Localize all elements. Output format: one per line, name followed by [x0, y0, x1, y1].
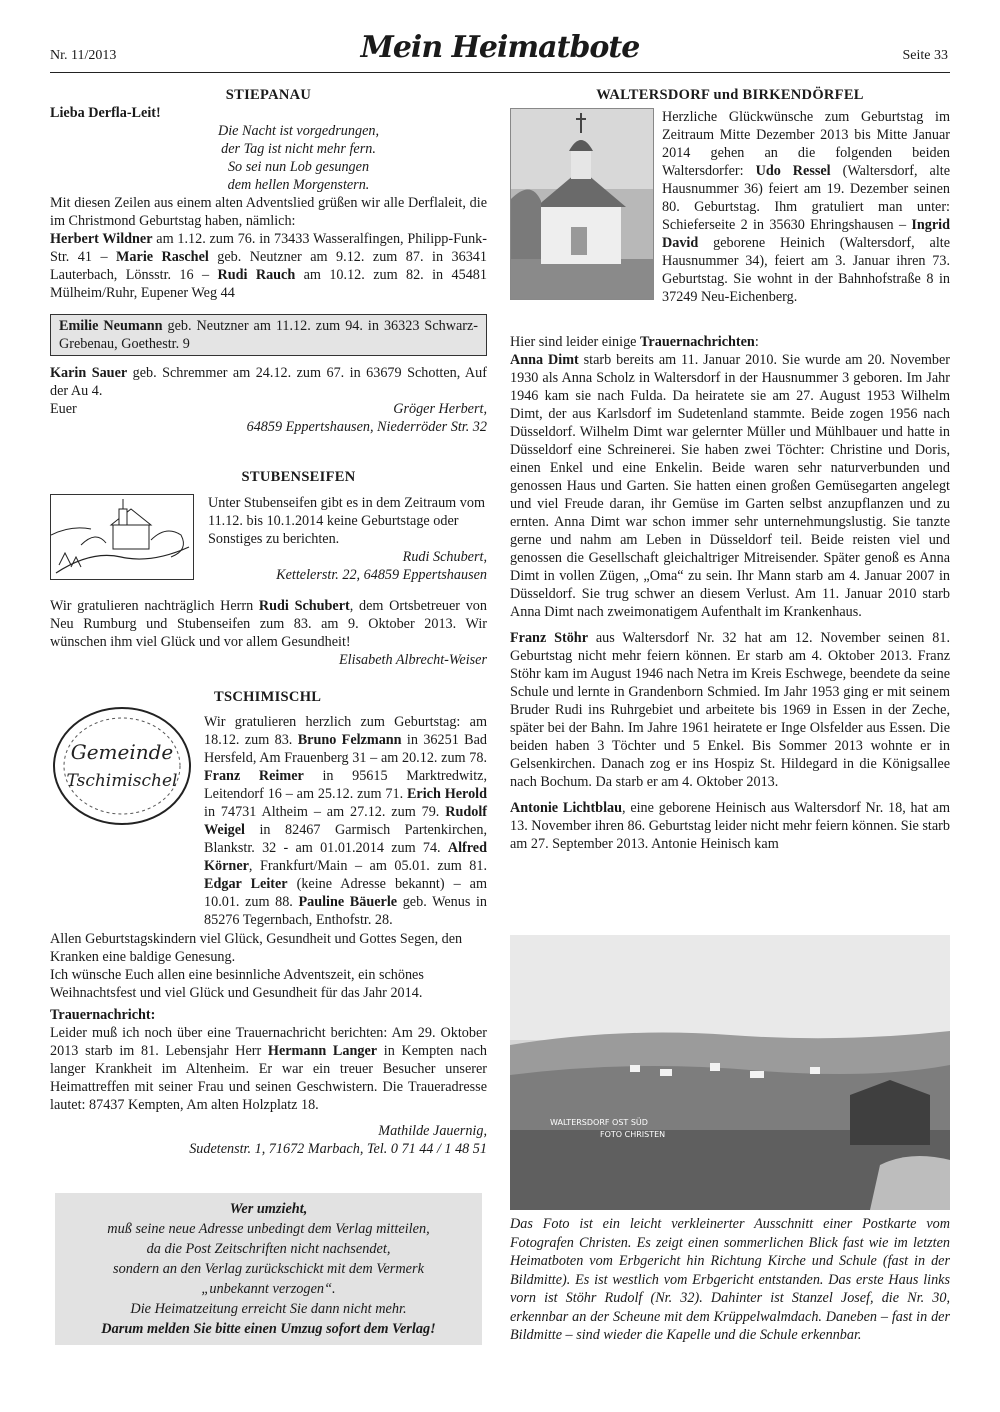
- intro-part: :: [754, 334, 759, 350]
- obituary-text: , eine geborene Heinisch aus Waltersdorf Nr. 18, hat am 13. November ihren 86. Geburtstag leider nicht mehr feiern können. Sie starb am 27. September 2013. Antonie Heinisch kam: [510, 800, 950, 852]
- wish-text: Ich wünsche Euch allen eine besinnliche Adventszeit, ein schönes Weihnachtsfest und viel Glück und Gesundheit für das Jahr 2014.: [50, 967, 424, 1001]
- obituary-antonie: [510, 799, 950, 853]
- intro-part: Herzliche Glückwünsche zum Geburtstag im Zeitraum Mitte Dezember 2013 bis Mitte Januar 2014 gehen an die folgenden beiden Waltersdorfer:: [662, 109, 950, 179]
- stiepanau-heading: STIEPANAU: [225, 87, 312, 103]
- notice-line: sondern an den Verlag zurückschickt mit dem Vermerk: [113, 1261, 424, 1277]
- church-sketch-image: [50, 494, 194, 580]
- birthday-text: geb. Neutzner am 11.12. zum 94. in 36323 Schwarz-Grebenau, Goethestr. 9: [59, 318, 478, 352]
- person-name: Bruno Felzmann: [297, 732, 402, 748]
- wish-text: Allen Geburtstagskindern viel Glück, Gesundheit und Gottes Segen, den Kranken eine baldige Genesung.: [50, 931, 463, 965]
- birthday-text: in 36251 Bad Hersfeld, Am Frauenberg 31 – am 20.12. zum 78.: [204, 732, 487, 766]
- person-name: Franz Stöhr: [510, 630, 588, 646]
- tschimischl-heading: TSCHIMISCHL: [214, 689, 322, 705]
- section-waltersdorf: [510, 86, 950, 104]
- intro-part: (Waltersdorf, alte Hausnummer 36) feiert am 19. Dezember seinen 80. Geburtstag. Ihm gratuliert man unter: Schieferseite 2 in 35630 Ehringshausen –: [662, 163, 950, 233]
- notice-box: [55, 1193, 482, 1345]
- tschimischl-wishes: [50, 930, 487, 1002]
- person-name: Rudi Schubert: [258, 598, 350, 614]
- waltersdorf-heading: WALTERSDORF und BIRKENDÖRFEL: [596, 87, 864, 103]
- photo-label-2: FOTO CHRISTEN: [600, 1130, 666, 1139]
- stubenseifen-congrats: [50, 597, 487, 669]
- issue-number: Nr. 11/2013: [50, 48, 117, 63]
- obituaries-intro: [510, 333, 950, 351]
- waltersdorf-birthdays: [662, 108, 950, 306]
- poem-line: der Tag ist nicht mehr fern.: [221, 141, 376, 157]
- section-stubenseifen: [50, 468, 487, 486]
- poem: [50, 122, 487, 194]
- birthday-text: in 82467 Garmisch Partenkirchen, Blankstr. 32 - am 01.01.2014 zum 74.: [204, 822, 487, 856]
- tschimischl-body: [50, 713, 487, 928]
- notice-line: „unbekannt verzogen“.: [201, 1281, 336, 1297]
- trauer-heading: Trauernachricht:: [50, 1007, 156, 1023]
- person-name: Anna Dimt: [510, 352, 579, 368]
- person-name: Antonie Lichtblau: [510, 800, 622, 816]
- waltersdorf-obituaries: [510, 333, 950, 853]
- congrats-part: , dem Ortsbetreuer von Neu Rumburg und Stubenseifen zum 83. am 9. Oktober 2013. Wir wünschen ihm viel Glück und vor allem Gesundheit!: [50, 598, 487, 650]
- person-name: Edgar Leiter: [204, 876, 288, 892]
- poem-line: So sei nun Lob gesungen: [227, 159, 370, 175]
- stubenseifen-text: Unter Stubenseifen gibt es in dem Zeitraum vom 11.12. bis 10.1.2014 keine Geburtstage oder Sonstiges zu berichten.: [208, 495, 485, 547]
- stubenseifen-heading: STUBENSEIFEN: [241, 469, 356, 485]
- tschimischl-heading-wrap: [208, 688, 487, 706]
- intro-part: Hier sind leider einige: [510, 334, 641, 350]
- signature-name: Rudi Schubert,: [402, 549, 487, 565]
- signature-name: Elisabeth Albrecht-Weiser: [338, 652, 487, 668]
- person-name: Hermann Langer: [267, 1043, 378, 1059]
- notice-title: Wer umzieht,: [229, 1201, 308, 1217]
- congrats-text: [50, 597, 487, 651]
- birthday-text: , Frankfurt/Main – am 05.01. zum 81.: [248, 858, 487, 874]
- poem-line: Die Nacht ist vorgedrungen,: [217, 123, 380, 139]
- person-name: Udo Ressel: [755, 163, 831, 179]
- signature-name: Gröger Herbert,: [393, 401, 487, 417]
- obituary-text: starb bereits am 11. Januar 2010. Sie wurde am 20. November 1930 als Anna Scholz in Waltersdorf in der Hausnummer 3 geboren. Im Jahr 1946 kam sie nach Fulda. Da heiratete sie am 27. August 1953 Wilhelm Dimt, der aus Karlsdorf im Sudetenland stammte. Beide zogen 1956 nach Düsseldorf. Wilhelm Dimt war gelernter Müller und Mühlbauer und hatte in Düsseldorf eine Schreinerei. Sie haben zwei Töchter: Christine und Doris, einen Enkel und eine Enkelin. Beide waren sehr naturverbunden und genossen Haus und Garten. Sie hatten einen großen Gemüsegarten angelegt und viel Freude daran, ihr Gemüse im Garten selbst anzupflanzen und zu ernten. Anna Dimt war schon immer sehr unternehmungslustig. Sie tanzte gerne und nahm am Leben in Düsseldorf teil. Beide reisten viel und genossen die Gesellschaft gleichaltriger Mitreisender. Später genoß es Anna Dimt in vollen Zügen, „Oma“ zu sein. Ihr Mann starb am 4. Januar 2007 in Düsseldorf. Sie trug schwer an diesem Verlust. Am 11. Januar 2010 starb Anna Dimt nach zweimonatigem Aufenthalt im Krankenhaus.: [510, 352, 950, 620]
- person-name: Rudi Rauch: [217, 267, 296, 283]
- notice-line: muß seine neue Adresse unbedingt dem Verlag mitteilen,: [107, 1221, 430, 1237]
- notice-line: da die Post Zeitschriften nicht nachsendet,: [146, 1241, 391, 1257]
- obituary-franz: [510, 629, 950, 791]
- person-name: Alfred Körner: [204, 840, 487, 874]
- person-name: Erich Herold: [406, 786, 487, 802]
- stiepanau-greeting: Lieba Derfla-Leit!: [50, 105, 161, 121]
- chapel-photo: [510, 108, 654, 300]
- obituary-text: aus Waltersdorf Nr. 32 hat am 12. November seinen 81. Geburtstag nicht mehr feiern können. Er starb am 4. Oktober 2013. Franz Stöhr kam im August 1946 nach Netra im Kreis Eschwege, beendete da seine Schule und lernte in Grandenborn Schmied. Im Jahr 1953 ging er mit seinem Bruder Rudi ins Ruhrgebiet und arbeitete bis 1969 in Essen in der Zeche, später bei der Bahn. Im Jahre 1961 heiratete er Inge Olsfelder aus Essen. Die beiden haben 3 Töchter und 5 Enkel. Bis Sommer 2013 wohnte er in Gelsenkirchen. Danach zog er ins Hospiz St. Hildegard in die Königsallee nach Bochum. Da starb er am 4. Oktober 2013.: [510, 630, 950, 790]
- signature-name: Mathilde Jauernig,: [378, 1123, 487, 1139]
- birthday-text: geb. Schremmer am 24.12. zum 67. in 63679 Schotten, Auf der Au 4.: [50, 365, 487, 399]
- person-name: Karin Sauer: [50, 365, 128, 381]
- birthday-text: in 74731 Altheim – am 27.12. zum 79.: [204, 804, 446, 820]
- person-name: Ingrid David: [662, 217, 950, 251]
- waltersdorf-intro: [662, 108, 950, 306]
- photo-label-1: WALTERSDORF OST SÜD: [550, 1118, 648, 1127]
- stubenseifen-body: [208, 494, 487, 584]
- stiepanau-birthday-extra: [50, 364, 487, 400]
- tschimischl-birthdays-top: [50, 713, 487, 928]
- obituary-anna: [510, 351, 950, 621]
- signature-address: 64859 Eppertshausen, Niederröder Str. 32: [246, 419, 487, 435]
- seal-text-2: Tschimischel: [66, 771, 178, 791]
- birthday-text: Wir gratulieren herzlich zum Geburtstag: am 18.12. zum 83.: [204, 714, 487, 748]
- masthead-title: Mein Heimatbote: [360, 30, 640, 65]
- person-name: Pauline Bäuerle: [298, 894, 398, 910]
- birthday-text: geb. Neutzner am 9.12. zum 87. in 36341 Lauterbach, Lönsstr. 16 –: [50, 249, 487, 283]
- person-name: Emilie Neumann: [59, 318, 163, 334]
- signature-address: Kettelerstr. 22, 64859 Eppertshausen: [276, 567, 487, 583]
- trauer-part: in Kempten nach langer Krankheit im Altenheim. Er war ein treuer Besucher unserer Heimattreffen mit seiner Frau und seinen Geschwistern. Die Traueradresse lautet: 87437 Kempten, Am alten Holzplatz 18.: [50, 1043, 488, 1113]
- birthday-text: in 95615 Marktredwitz, Leitendorf 16 – am 25.12. zum 71.: [204, 768, 487, 802]
- page-number: Seite 33: [902, 48, 948, 63]
- obituaries-label: Trauernachrichten: [640, 334, 755, 350]
- stiepanau-intro: Mit diesen Zeilen aus einem alten Adventslied grüßen wir alle Derflaleit, die im Christmond Geburtstag haben, nämlich:: [50, 195, 487, 229]
- seal-text-1: Gemeinde: [70, 740, 174, 764]
- birthday-text: (keine Adresse bekannt) – am 10.01. zum 88.: [204, 876, 487, 910]
- section-stiepanau: [50, 86, 487, 436]
- poem-line: dem hellen Morgenstern.: [227, 177, 370, 193]
- notice-line: Darum melden Sie bitte einen Umzug sofort dem Verlag!: [101, 1321, 436, 1337]
- signature-address: Sudetenstr. 1, 71672 Marbach, Tel. 0 71 44 / 1 48 51: [189, 1141, 487, 1157]
- intro-part: geborene Heinich (Waltersdorf, alte Hausnummer 34), feiert am 3. Januar ihren 73. Geburtstag. Sie wohnt in der Bahnhofstraße 8 in 37249 Neu-Eichenberg.: [662, 235, 950, 305]
- birthday-text: am 10.12. zum 82. in 45481 Mülheim/Ruhr, Eupener Weg 44: [50, 267, 487, 301]
- photo-caption: Das Foto ist ein leicht verkleinerter Ausschnitt einer Postkarte vom Fotografen Christen. Es zeigt einen sommerlichen Blick fast wie im letzten Heimatboten vom Erbgericht hin Richtung Kirche und Schule (fast in der Bildmitte). Es ist westlich vom Erbgericht entstanden. Das erste Haus links vorn ist Stöhr Rudolf (Nr. 32). Dahinter ist Stanzel Josef, die Nr. 30, erkennbar an der Scheune mit dem Krüppelwalmdach. Daneben – fast in der Bildmitte – sind wieder die Kapelle und die Schule erkennbar.: [510, 1216, 950, 1343]
- section-trauer: [50, 1006, 487, 1158]
- person-name: Herbert Wildner: [50, 231, 153, 247]
- village-postcard-photo: [510, 935, 950, 1210]
- birthday-text: geb. Wenus in 85276 Tegernbach, Enthofstr. 28.: [204, 894, 487, 928]
- highlight-box: [50, 314, 487, 356]
- congrats-part: Wir gratulieren nachträglich Herrn: [50, 598, 259, 614]
- birthday-text: am 1.12. zum 76. in 73433 Wasseralfingen, Philipp-Funk-Str. 41 –: [50, 231, 487, 265]
- closing: Euer: [50, 401, 77, 417]
- person-name: Marie Raschel: [116, 249, 209, 265]
- notice-line: Die Heimatzeitung erreicht Sie dann nicht mehr.: [130, 1301, 407, 1317]
- stiepanau-birthdays: [50, 230, 487, 302]
- person-name: Franz Reimer: [204, 768, 304, 784]
- trauer-text: [50, 1024, 487, 1114]
- person-name: Rudolf Weigel: [204, 804, 487, 838]
- header-rule: [50, 72, 950, 73]
- trauer-part: Leider muß ich noch über eine Trauernachricht berichten: Am 29. Oktober 2013 starb im 81. Lebensjahr Herr: [50, 1025, 487, 1059]
